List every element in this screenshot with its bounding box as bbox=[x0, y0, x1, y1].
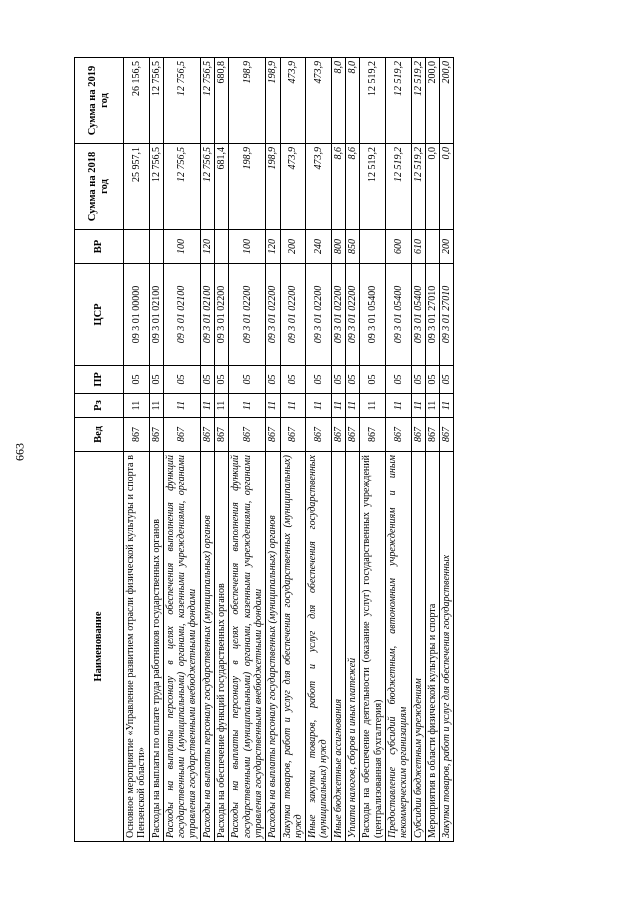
cell-vr: 100 bbox=[229, 230, 266, 264]
cell-pr: 05 bbox=[200, 366, 214, 394]
cell-sum2019: 8,0 bbox=[331, 58, 345, 144]
cell-name: Расходы на обеспечение деятельности (оказание услуг) государственных учреждений (централизованная бухгалтерия) bbox=[360, 452, 386, 842]
cell-pr: 05 bbox=[306, 366, 332, 394]
table-row bbox=[149, 58, 163, 842]
cell-name: Закупка товаров, работ и услуг для обеспечения государственных (муниципальных) нужд bbox=[280, 452, 306, 842]
cell-sum2018: 0,0 bbox=[425, 144, 439, 230]
cell-ved: 867 bbox=[266, 418, 280, 452]
cell-rz: 11 bbox=[200, 394, 214, 418]
cell-csr: 09 3 01 27010 bbox=[440, 264, 454, 366]
rotated-budget-table-container bbox=[74, 58, 560, 842]
table-header-row bbox=[75, 58, 124, 842]
table-row bbox=[360, 58, 386, 842]
cell-rz: 11 bbox=[306, 394, 332, 418]
cell-vr bbox=[215, 230, 229, 264]
table-row bbox=[346, 58, 360, 842]
cell-sum2018: 12 756,5 bbox=[163, 144, 200, 230]
cell-rz: 11 bbox=[440, 394, 454, 418]
cell-csr: 09 3 01 02200 bbox=[266, 264, 280, 366]
table-row bbox=[331, 58, 345, 842]
cell-sum2019: 473,9 bbox=[280, 58, 306, 144]
cell-csr: 09 3 01 02200 bbox=[306, 264, 332, 366]
cell-pr: 05 bbox=[163, 366, 200, 394]
table-row bbox=[425, 58, 439, 842]
cell-ved: 867 bbox=[163, 418, 200, 452]
cell-rz: 11 bbox=[124, 394, 150, 418]
cell-rz: 11 bbox=[266, 394, 280, 418]
cell-csr: 09 3 01 02200 bbox=[331, 264, 345, 366]
header-sum-2019: Сумма на 2019 год bbox=[75, 58, 124, 144]
table-body bbox=[124, 58, 454, 842]
table-row bbox=[411, 58, 425, 842]
cell-csr: 09 3 01 02100 bbox=[163, 264, 200, 366]
cell-sum2019: 12 756,5 bbox=[200, 58, 214, 144]
cell-pr: 05 bbox=[215, 366, 229, 394]
cell-sum2018: 12 519,2 bbox=[411, 144, 425, 230]
cell-rz: 11 bbox=[385, 394, 411, 418]
cell-vr: 800 bbox=[331, 230, 345, 264]
cell-sum2019: 26 156,5 bbox=[124, 58, 150, 144]
cell-rz: 11 bbox=[425, 394, 439, 418]
cell-ved: 867 bbox=[411, 418, 425, 452]
cell-ved: 867 bbox=[229, 418, 266, 452]
cell-csr: 09 3 01 02200 bbox=[229, 264, 266, 366]
cell-sum2019: 200,0 bbox=[425, 58, 439, 144]
cell-ved: 867 bbox=[200, 418, 214, 452]
cell-vr: 240 bbox=[306, 230, 332, 264]
cell-name: Уплата налогов, сборов и иных платежей bbox=[346, 452, 360, 842]
cell-ved: 867 bbox=[124, 418, 150, 452]
cell-pr: 05 bbox=[266, 366, 280, 394]
cell-csr: 09 3 01 02100 bbox=[200, 264, 214, 366]
cell-rz: 11 bbox=[149, 394, 163, 418]
header-rz: Рз bbox=[75, 394, 124, 418]
table-row bbox=[215, 58, 229, 842]
cell-rz: 11 bbox=[215, 394, 229, 418]
cell-sum2018: 198,9 bbox=[266, 144, 280, 230]
cell-vr: 200 bbox=[280, 230, 306, 264]
header-pr: ПР bbox=[75, 366, 124, 394]
cell-name: Мероприятия в области физической культуры и спорта bbox=[425, 452, 439, 842]
cell-ved: 867 bbox=[331, 418, 345, 452]
table-row bbox=[124, 58, 150, 842]
cell-sum2019: 12 519,2 bbox=[411, 58, 425, 144]
cell-csr: 09 3 01 27010 bbox=[425, 264, 439, 366]
page-number-area bbox=[0, 0, 40, 905]
cell-sum2019: 198,9 bbox=[229, 58, 266, 144]
cell-sum2018: 0,0 bbox=[440, 144, 454, 230]
cell-name: Расходы на обеспечение функций государственных органов bbox=[215, 452, 229, 842]
cell-sum2019: 8,0 bbox=[346, 58, 360, 144]
cell-vr: 120 bbox=[200, 230, 214, 264]
cell-rz: 11 bbox=[229, 394, 266, 418]
cell-sum2018: 681,4 bbox=[215, 144, 229, 230]
cell-name: Иные закупки товаров, работ и услуг для обеспечения государственных (муниципальных) нужд bbox=[306, 452, 332, 842]
cell-pr: 05 bbox=[425, 366, 439, 394]
cell-vr: 200 bbox=[440, 230, 454, 264]
header-sum-2018: Сумма на 2018 год bbox=[75, 144, 124, 230]
cell-vr bbox=[149, 230, 163, 264]
table-row bbox=[280, 58, 306, 842]
cell-rz: 11 bbox=[163, 394, 200, 418]
cell-ved: 867 bbox=[346, 418, 360, 452]
cell-vr: 610 bbox=[411, 230, 425, 264]
cell-name: Расходы на выплаты персоналу в целях обеспечения выполнения функций государственными (муниципальными) органами, казенными учреждениями, органами управления государственными внебюджетными фондами bbox=[163, 452, 200, 842]
cell-csr: 09 3 01 05400 bbox=[411, 264, 425, 366]
cell-sum2018: 8,6 bbox=[331, 144, 345, 230]
cell-sum2018: 12 756,5 bbox=[149, 144, 163, 230]
cell-pr: 05 bbox=[385, 366, 411, 394]
cell-sum2018: 12 756,5 bbox=[200, 144, 214, 230]
cell-name: Закупка товаров, работ и услуг для обеспечения государственных bbox=[440, 452, 454, 842]
cell-pr: 05 bbox=[346, 366, 360, 394]
cell-rz: 11 bbox=[411, 394, 425, 418]
table-row bbox=[385, 58, 411, 842]
cell-sum2018: 473,9 bbox=[280, 144, 306, 230]
cell-sum2018: 25 957,1 bbox=[124, 144, 150, 230]
cell-name: Субсидии бюджетным учреждениям bbox=[411, 452, 425, 842]
cell-pr: 05 bbox=[280, 366, 306, 394]
cell-vr: 600 bbox=[385, 230, 411, 264]
cell-rz: 11 bbox=[331, 394, 345, 418]
cell-rz: 11 bbox=[360, 394, 386, 418]
cell-ved: 867 bbox=[215, 418, 229, 452]
cell-sum2019: 198,9 bbox=[266, 58, 280, 144]
cell-csr: 09 3 01 02200 bbox=[215, 264, 229, 366]
cell-name: Расходы на выплаты по оплате труда работников государственных органов bbox=[149, 452, 163, 842]
cell-sum2019: 680,8 bbox=[215, 58, 229, 144]
cell-csr: 09 3 01 05400 bbox=[385, 264, 411, 366]
cell-sum2018: 12 519,2 bbox=[360, 144, 386, 230]
cell-pr: 05 bbox=[331, 366, 345, 394]
cell-rz: 11 bbox=[346, 394, 360, 418]
cell-pr: 05 bbox=[360, 366, 386, 394]
cell-csr: 09 3 01 02200 bbox=[346, 264, 360, 366]
header-vr: ВР bbox=[75, 230, 124, 264]
budget-table bbox=[74, 57, 454, 842]
header-ved: Вед bbox=[75, 418, 124, 452]
cell-name: Расходы на выплаты персоналу в целях обеспечения выполнения функций государственными (муниципальными) органами, казенными учреждениями, органами управления государственными внебюджетными фондами bbox=[229, 452, 266, 842]
table-row bbox=[306, 58, 332, 842]
cell-vr bbox=[124, 230, 150, 264]
cell-csr: 09 3 01 02200 bbox=[280, 264, 306, 366]
cell-name: Расходы на выплаты персоналу государственных (муниципальных) органов bbox=[266, 452, 280, 842]
cell-sum2018: 473,9 bbox=[306, 144, 332, 230]
cell-sum2018: 12 519,2 bbox=[385, 144, 411, 230]
table-row bbox=[266, 58, 280, 842]
cell-name: Основное мероприятие «Управление развитием отрасли физической культуры и спорта в Пензенской области» bbox=[124, 452, 150, 842]
cell-pr: 05 bbox=[149, 366, 163, 394]
cell-sum2019: 473,9 bbox=[306, 58, 332, 144]
cell-ved: 867 bbox=[360, 418, 386, 452]
cell-sum2019: 12 756,5 bbox=[163, 58, 200, 144]
cell-pr: 05 bbox=[124, 366, 150, 394]
table-row bbox=[440, 58, 454, 842]
cell-name: Предоставление субсидий бюджетным, автономным учреждениям и иным некоммерческим организациям bbox=[385, 452, 411, 842]
cell-pr: 05 bbox=[440, 366, 454, 394]
cell-pr: 05 bbox=[411, 366, 425, 394]
cell-ved: 867 bbox=[280, 418, 306, 452]
cell-sum2019: 12 756,5 bbox=[149, 58, 163, 144]
cell-vr: 850 bbox=[346, 230, 360, 264]
cell-sum2019: 200,0 bbox=[440, 58, 454, 144]
cell-ved: 867 bbox=[306, 418, 332, 452]
cell-sum2018: 198,9 bbox=[229, 144, 266, 230]
cell-csr: 09 3 01 05400 bbox=[360, 264, 386, 366]
cell-ved: 867 bbox=[149, 418, 163, 452]
cell-vr bbox=[360, 230, 386, 264]
cell-ved: 867 bbox=[440, 418, 454, 452]
cell-vr bbox=[425, 230, 439, 264]
page-number: 663 bbox=[12, 443, 27, 461]
table-row bbox=[200, 58, 214, 842]
cell-sum2018: 8,6 bbox=[346, 144, 360, 230]
cell-name: Расходы на выплаты персоналу государственных (муниципальных) органов bbox=[200, 452, 214, 842]
cell-vr: 100 bbox=[163, 230, 200, 264]
cell-sum2019: 12 519,2 bbox=[385, 58, 411, 144]
cell-rz: 11 bbox=[280, 394, 306, 418]
cell-vr: 120 bbox=[266, 230, 280, 264]
cell-pr: 05 bbox=[229, 366, 266, 394]
cell-csr: 09 3 01 00000 bbox=[124, 264, 150, 366]
cell-csr: 09 3 01 02100 bbox=[149, 264, 163, 366]
cell-name: Иные бюджетные ассигнования bbox=[331, 452, 345, 842]
cell-sum2019: 12 519,2 bbox=[360, 58, 386, 144]
table-row bbox=[229, 58, 266, 842]
header-name: Наименование bbox=[75, 452, 124, 842]
cell-ved: 867 bbox=[425, 418, 439, 452]
header-csr: ЦСР bbox=[75, 264, 124, 366]
table-row bbox=[163, 58, 200, 842]
cell-ved: 867 bbox=[385, 418, 411, 452]
